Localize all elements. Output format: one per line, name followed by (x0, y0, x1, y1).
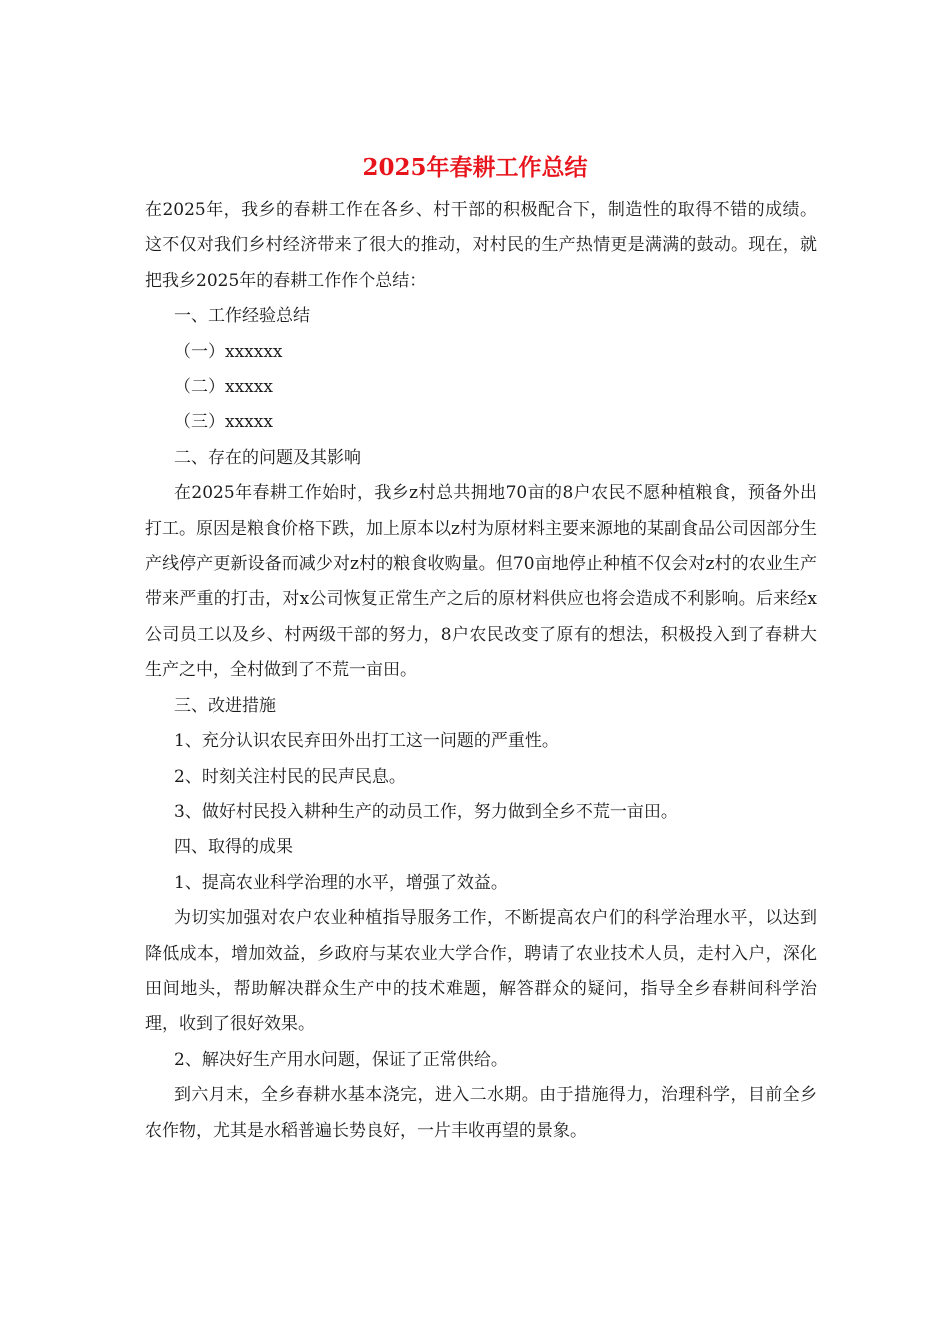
measure-item-3: 3、做好村民投入耕种生产的动员工作，努力做到全乡不荒一亩田。 (174, 801, 678, 822)
problems-paragraph: 在2025年春耕工作始时，我乡z村总共拥地70亩的8户农民不愿种植粮食，预备外出打工。原因是粮食价格下跌，加上原本以z村为原材料主要来源地的某副食品公司因部分生产线停产更新设备而减少对z村的粮食收购量。但70亩地停止种植不仅会对z村的农业生产带来严重的打击，对x公司恢复正常生产之后的原材料供应也将会造成不利影响。后来经x公司员工以及乡、村两级干部的努力，8户农民改变了原有的想法，积极投入到了春耕大生产之中，全村做到了不荒一亩田。 (145, 483, 817, 681)
document-body (145, 193, 817, 1149)
subsection-1: （一）xxxxxx (174, 341, 283, 362)
result-item-1: 1、提高农业科学治理的水平，增强了效益。 (174, 872, 508, 893)
section-heading-measures: 三、改进措施 (174, 695, 276, 716)
result-item-2: 2、解决好生产用水问题，保证了正常供给。 (174, 1049, 508, 1070)
intro-paragraph: 在2025年，我乡的春耕工作在各乡、村干部的积极配合下，制造性的取得不错的成绩。这不仅对我们乡村经济带来了很大的推动，对村民的生产热情更是满满的鼓动。现在，就把我乡2025年的春耕工作作个总结： (145, 200, 817, 291)
subsection-3: （三）xxxxx (174, 412, 273, 433)
result-paragraph-2: 到六月末，全乡春耕水基本浇完，进入二水期。由于措施得力，治理科学，目前全乡农作物，尤其是水稻普遍长势良好，一片丰收再望的景象。 (145, 1085, 817, 1141)
measure-item-2: 2、时刻关注村民的民声民息。 (174, 766, 406, 787)
section-heading-results: 四、取得的成果 (174, 837, 293, 858)
subsection-2: （二）xxxxx (174, 377, 273, 398)
result-paragraph-1: 为切实加强对农户农业种植指导服务工作，不断提高农户们的科学治理水平，以达到降低成本，增加效益，乡政府与某农业大学合作，聘请了农业技术人员，走村入户，深化田间地头，帮助解决群众生产中的技术难题，解答群众的疑问，指导全乡春耕间科学治理，收到了很好效果。 (145, 908, 817, 1035)
section-heading-experience: 一、工作经验总结 (174, 306, 310, 327)
measure-item-1: 1、充分认识农民弃田外出打工这一问题的严重性。 (174, 731, 559, 752)
section-heading-problems: 二、存在的问题及其影响 (174, 447, 361, 468)
document-title: 2025年春耕工作总结 (362, 154, 588, 181)
